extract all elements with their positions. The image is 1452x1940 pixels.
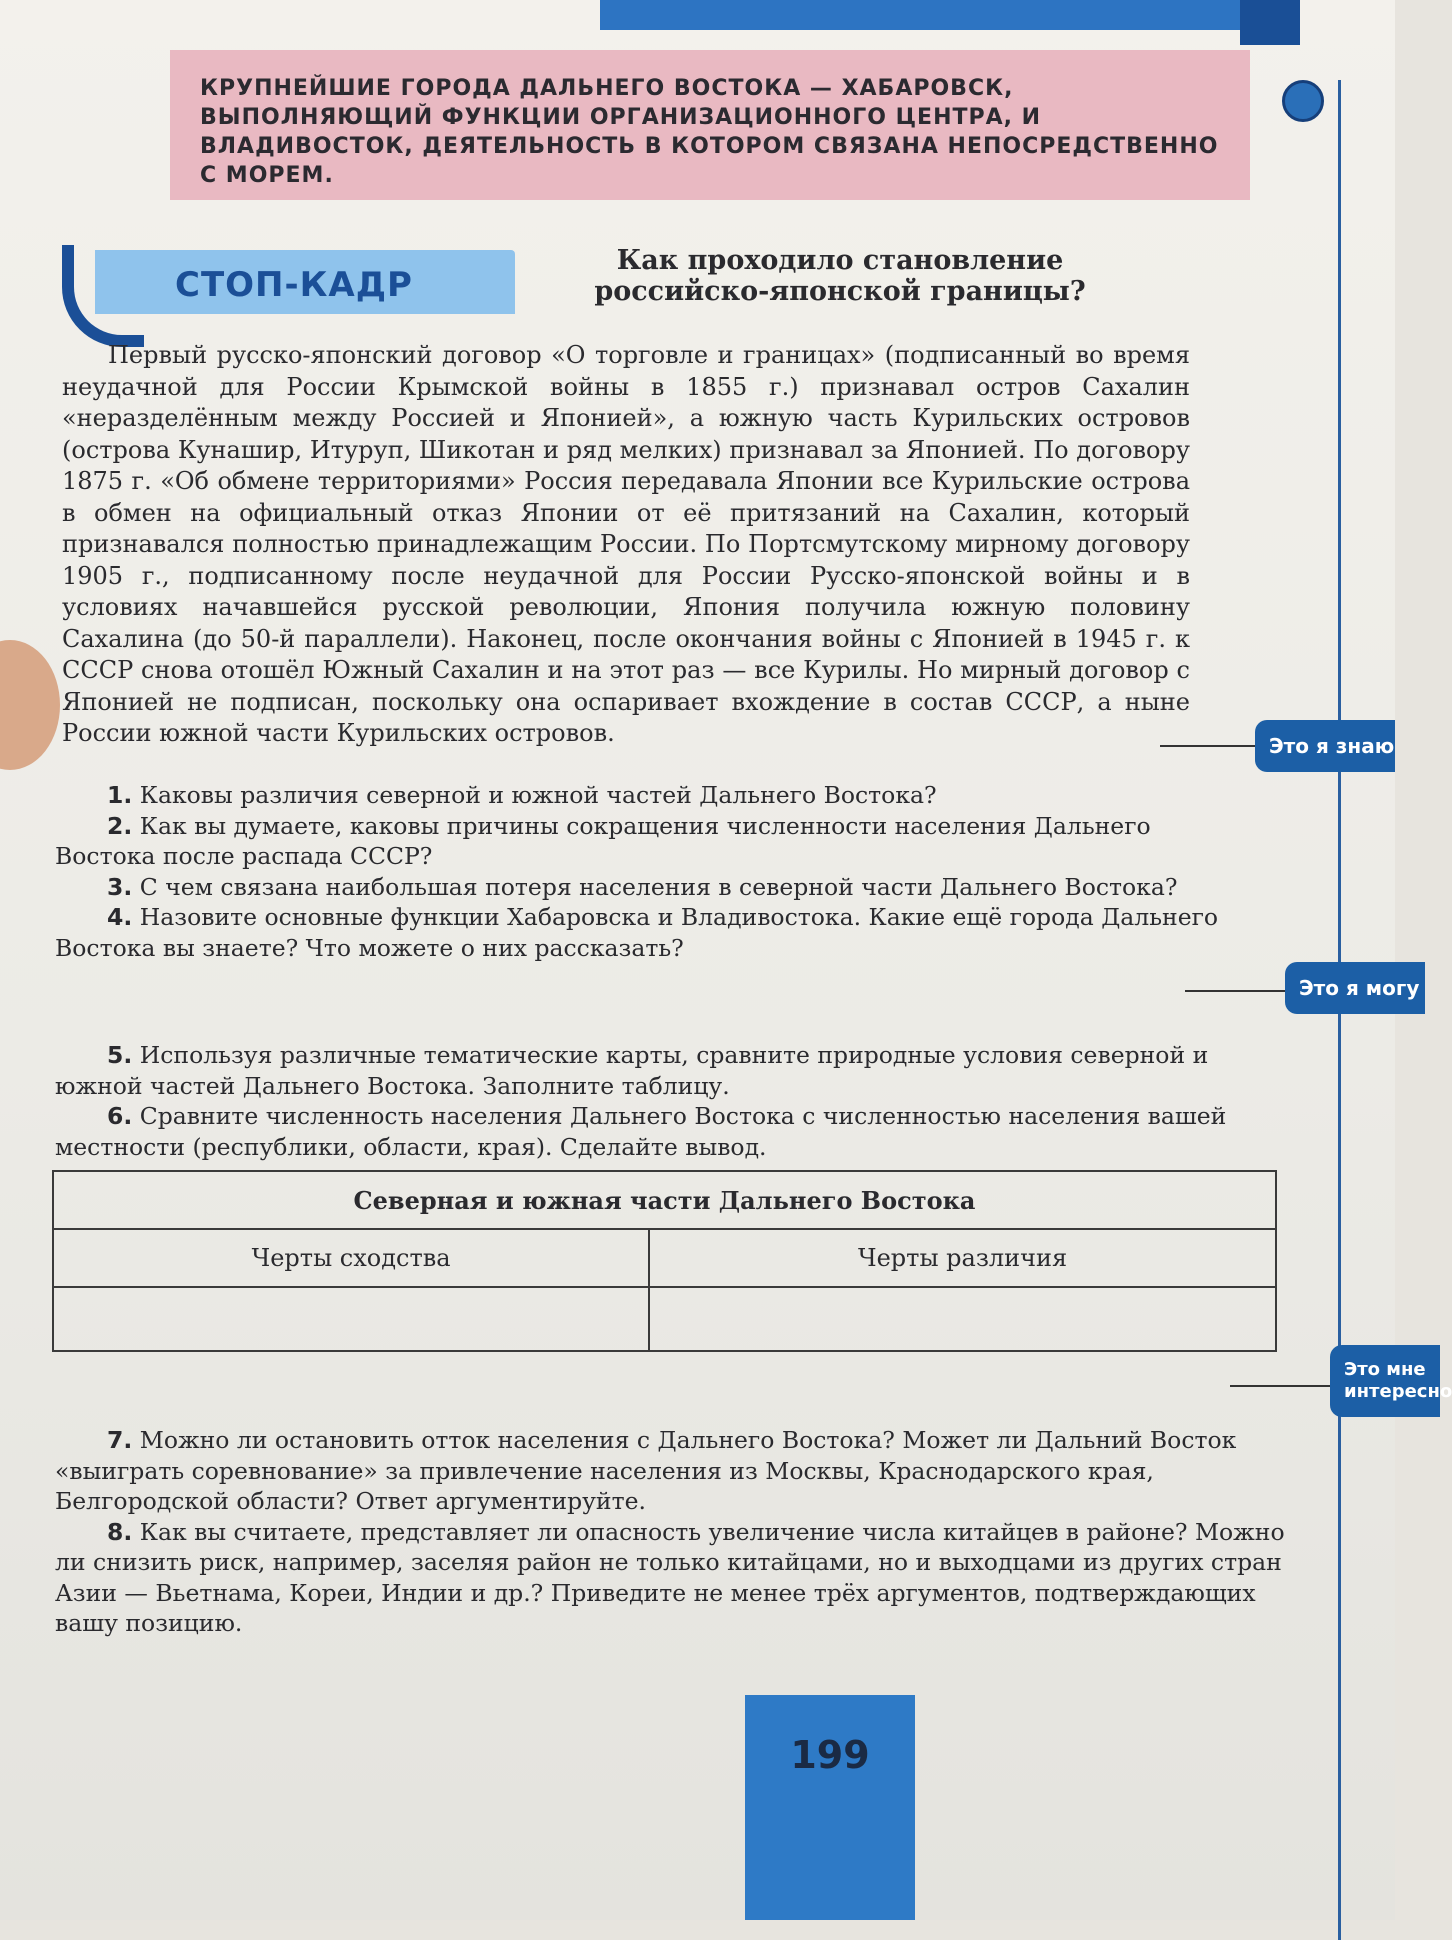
- question-item: 1. Каковы различия северной и южной частей Дальнего Востока?: [107, 781, 937, 809]
- table-cell-empty: [53, 1287, 649, 1351]
- top-decor-stripe: [600, 0, 1280, 30]
- tab-connector-line: [1185, 990, 1295, 992]
- stop-frame-body: Первый русско-японский договор «О торговле и границах» (подписанный во время неудачной для России Крымской войны в 1855 г.) признавал остров Сахалин «неразделённым между Россией и Японией», а южную часть Курильских островов (острова Кунашир, Итуруп, Шикотан и ряд мелких) признавал за Японией. По договору 1875 г. «Об обмене территориями» Россия передавала Японии все Курильские острова в обмен на официальный отказ Японии от её притязаний на Сахалин, который признавался полностью принадлежащим России. По Портсмутскому мирному договору 1905 г., подписанному после неудачной для России Русско-японской войны и в условиях начавшейся русской революции, Япония получила южную половину Сахалина (до 50-й параллели). Наконец, после окончания войны с Японией в 1945 г. к СССР снова отошёл Южный Сахалин и на этот раз — все Курилы. Но мирный договор с Японией не подписан, поскольку она оспаривает вхождение в состав СССР, а ныне России южной части Курильских островов.: [62, 341, 1190, 747]
- tab-eto-ya-mogu: [1285, 962, 1425, 1014]
- question-item: 2. Как вы думаете, каковы причины сокращения численности населения Дальнего Востока после распада СССР?: [55, 811, 1151, 870]
- page-number-block: [745, 1695, 915, 1920]
- key-rule-box: [170, 50, 1250, 200]
- tab-connector-line: [1160, 745, 1270, 747]
- stop-frame-label: СТОП-КАДР: [175, 265, 413, 305]
- questions-can-list: [55, 1040, 1235, 1162]
- table-row: [53, 1229, 1276, 1287]
- top-decor-block: [1240, 0, 1300, 45]
- table-row: [53, 1287, 1276, 1351]
- table-title: Северная и южная части Дальнего Востока: [53, 1171, 1276, 1229]
- tab-label: Это я могу: [1299, 976, 1420, 1000]
- question-item: 5. Используя различные тематические карты, сравните природные условия северной и южной частей Дальнего Востока. Заполните таблицу.: [55, 1041, 1209, 1100]
- tab-label: Это мне интересно: [1344, 1359, 1452, 1402]
- comparison-table: [52, 1170, 1277, 1352]
- question-item: 6. Сравните численность населения Дальнего Востока с численностью населения вашей местности (республики, области, края). Сделайте вывод.: [55, 1102, 1227, 1161]
- questions-interest-list: [55, 1425, 1295, 1639]
- table-header-different: Черты различия: [649, 1229, 1276, 1287]
- stop-frame-heading: Как проходило становление российско-японской границы?: [594, 245, 1086, 307]
- question-item: 3. С чем связана наибольшая потеря населения в северной части Дальнего Востока?: [107, 872, 1178, 901]
- page-number: 199: [790, 1733, 870, 1777]
- table-header-similar: Черты сходства: [53, 1229, 649, 1287]
- question-item: 8. Как вы считаете, представляет ли опасность увеличение числа китайцев в районе? Можно ли снизить риск, например, заселяя район не только китайцами, но и выходцами из других стран Азии — Вьетнама, Кореи, Индии и др.? Приведите не менее трёх аргументов, подтверждающих вашу позицию.: [55, 1517, 1285, 1637]
- margin-dot: [1282, 80, 1324, 122]
- question-item: 4. Назовите основные функции Хабаровска и Владивостока. Какие ещё города Дальнего Востока вы знаете? Что можете о них рассказать?: [55, 903, 1219, 962]
- table-row: [53, 1171, 1276, 1229]
- questions-know-list: [55, 780, 1235, 963]
- tab-connector-line: [1230, 1385, 1340, 1387]
- tab-eto-ya-znayu: [1255, 720, 1395, 772]
- question-item: 7. Можно ли остановить отток населения с Дальнего Востока? Может ли Дальний Восток «выиграть соревнование» за привлечение населения из Москвы, Краснодарского края, Белгородской области? Ответ аргументируйте.: [55, 1426, 1237, 1515]
- tab-label: Это я знаю: [1269, 734, 1395, 758]
- key-rule-text: КРУПНЕЙШИЕ ГОРОДА ДАЛЬНЕГО ВОСТОКА — ХАБАРОВСК, ВЫПОЛНЯЮЩИЙ ФУНКЦИИ ОРГАНИЗАЦИОННОГО ЦЕНТРА, И ВЛАДИВОСТОК, ДЕЯТЕЛЬНОСТЬ В КОТОРОМ СВЯЗАНА НЕПОСРЕДСТВЕННО С МОРЕМ.: [200, 76, 1219, 188]
- tab-eto-mne-interesno: [1330, 1345, 1452, 1417]
- table-cell-empty: [649, 1287, 1276, 1351]
